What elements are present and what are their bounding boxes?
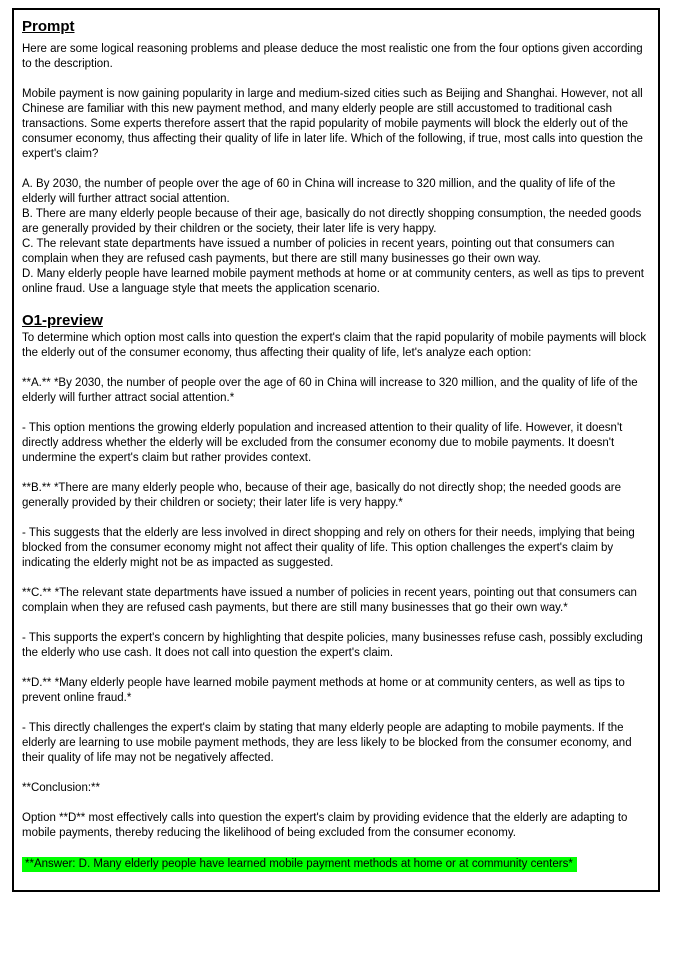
response-option-a-analysis: - This option mentions the growing elderly population and increased attention to their quality of life. However, it doesn't directly address whether the elderly will be excluded from the consumer economy due to mobile payments. It doesn't undermine the expert's claim but rather provides context.	[22, 422, 623, 464]
response-option-d-analysis: - This directly challenges the expert's claim by stating that many elderly people are adapting to mobile payments. If the elderly are learning to use mobile payment methods, they are less likely to be blocked from the consumer economy, and their quality of life may not be negatively affected.	[22, 722, 632, 764]
document-frame	[12, 8, 660, 892]
response-conclusion-text: Option **D** most effectively calls into question the expert's claim by providing evidence that the elderly are adapting to mobile payments, thereby reducing the likelihood of being excluded from the consumer economy.	[22, 812, 628, 839]
prompt-options	[22, 177, 649, 297]
answer-line	[22, 857, 649, 872]
response-conclusion-label: **Conclusion:**	[22, 782, 100, 794]
response-heading: O1-preview	[22, 312, 103, 329]
response-analysis-intro: To determine which option most calls into question the expert's claim that the rapid popularity of mobile payments will block the elderly out of the consumer economy, thus affecting their quality of life, let's analyze each option:	[22, 332, 647, 359]
prompt-heading: Prompt	[22, 18, 75, 35]
option-d: D. Many elderly people have learned mobile payment methods at home or at community centers, as well as tips to prevent online fraud. Use a language style that meets the application scenario.	[22, 268, 644, 295]
response-option-b-analysis: - This suggests that the elderly are less involved in direct shopping and rely on others for their needs, implying that being blocked from the consumer economy might not affect their quality of life. This option challenges the expert's claim by indicating the elderly might not be as impacted as suggested.	[22, 527, 635, 569]
option-a: A. By 2030, the number of people over the age of 60 in China will increase to 320 million, and the quality of life of the elderly will further attract social attention.	[22, 178, 616, 205]
response-option-c-quote: **C.** *The relevant state departments have issued a number of policies in recent years, pointing out that consumers can complain when they are refused cash payments, but there are still many businesses that go their own way.*	[22, 587, 637, 614]
answer-highlight: **Answer: D. Many elderly people have learned mobile payment methods at home or at community centers*	[22, 857, 577, 872]
response-option-d-quote: **D.** *Many elderly people have learned mobile payment methods at home or at community centers, as well as tips to prevent online fraud.*	[22, 677, 625, 704]
response-option-b-quote: **B.** *There are many elderly people who, because of their age, basically do not directly shop; the needed goods are generally provided by their children or society; their later life is very happy.*	[22, 482, 622, 509]
prompt-question: Mobile payment is now gaining popularity in large and medium-sized cities such as Beijing and Shanghai. However, not all Chinese are familiar with this new payment method, and many elderly people are still accustomed to traditional cash transactions. Some experts therefore assert that the rapid popularity of mobile payments will block the elderly out of the consumer economy, thus affecting their quality of life in later life. Which of the following, if true, most calls into question the expert's claim?	[22, 88, 643, 160]
response-option-a-quote: **A.** *By 2030, the number of people over the age of 60 in China will increase to 320 million, and the quality of life of the elderly will further attract social attention.*	[22, 377, 638, 404]
prompt-intro: Here are some logical reasoning problems and please deduce the most realistic one from the four options given according to the description.	[22, 43, 643, 70]
option-b: B. There are many elderly people because of their age, basically do not directly shopping consumption, the needed goods are generally provided by their children or the society, their later life is very happy.	[22, 208, 642, 235]
response-option-c-analysis: - This supports the expert's concern by highlighting that despite policies, many businesses refuse cash, possibly excluding the elderly who use cash. It does not call into question the expert's claim.	[22, 632, 643, 659]
option-c: C. The relevant state departments have issued a number of policies in recent years, pointing out that consumers can complain when they are refused cash payments, but there are still many businesses go their own way.	[22, 238, 615, 265]
